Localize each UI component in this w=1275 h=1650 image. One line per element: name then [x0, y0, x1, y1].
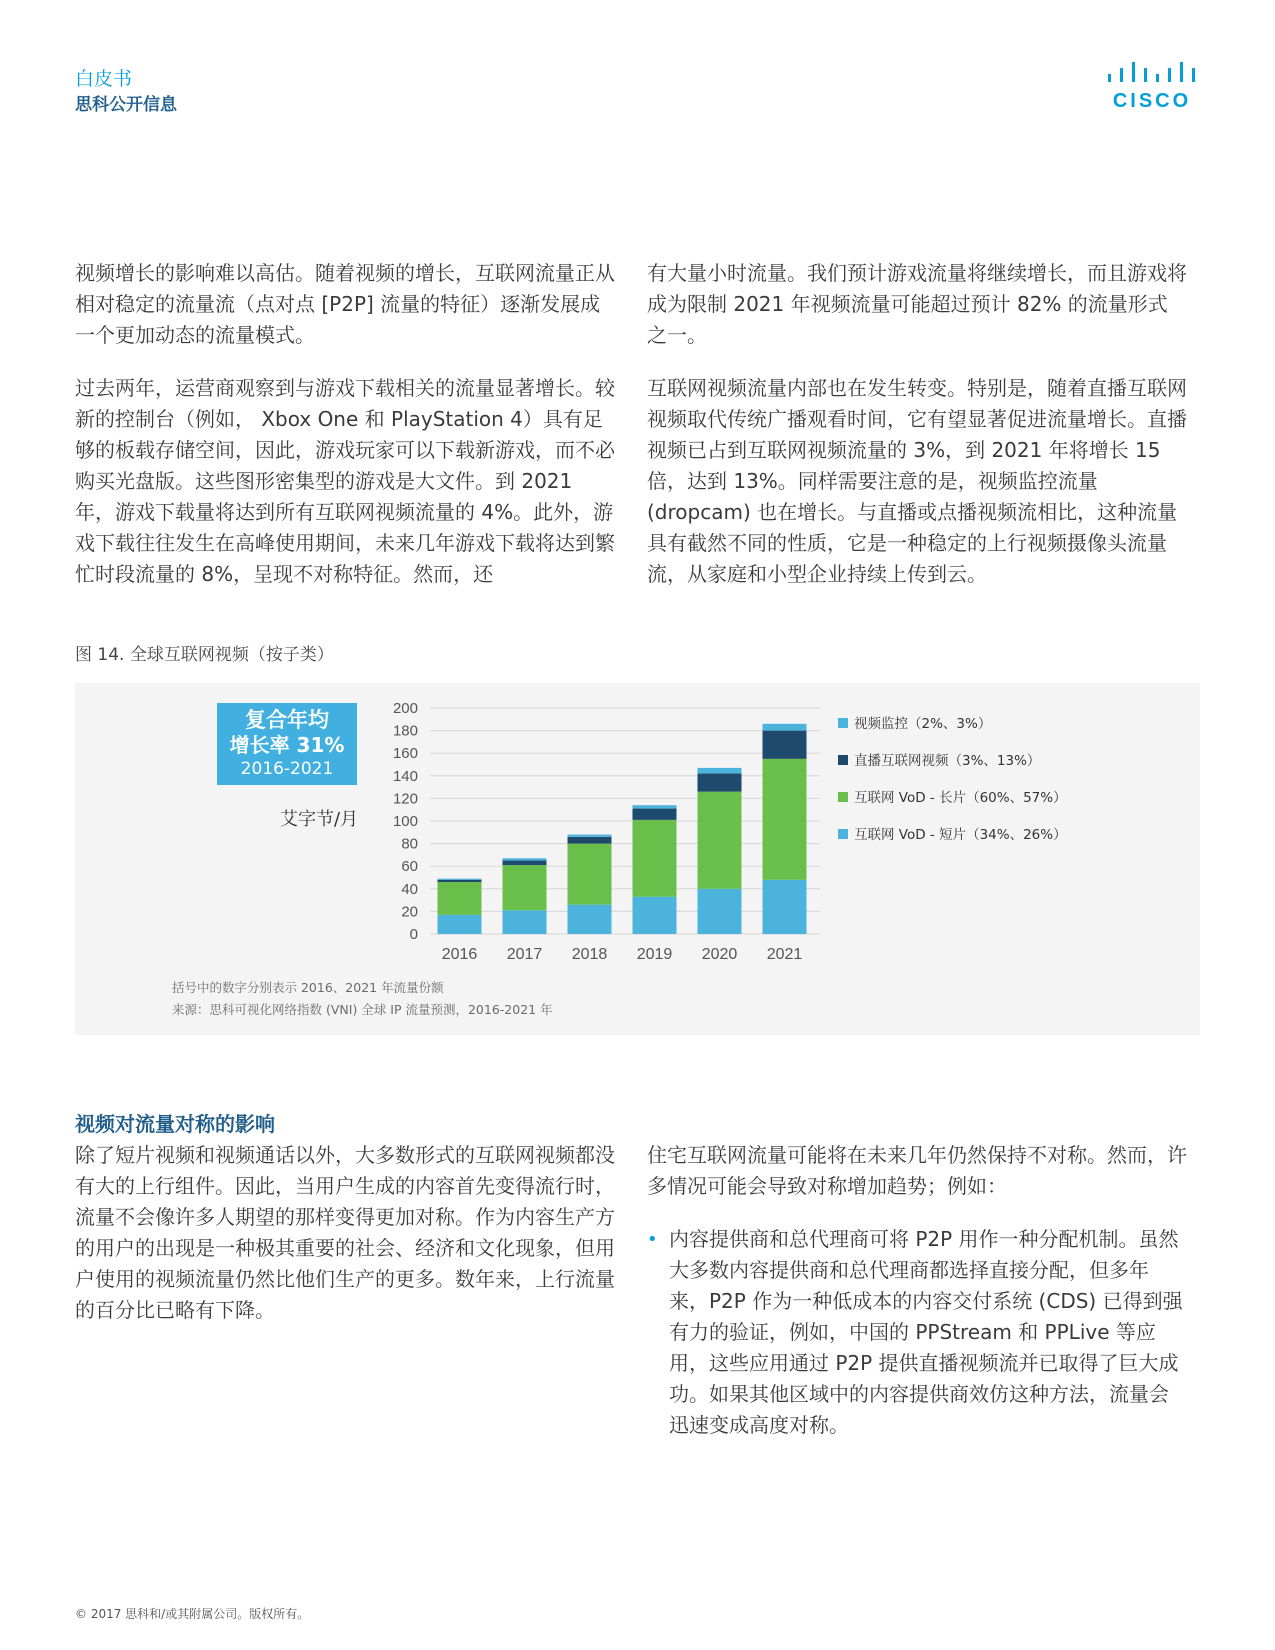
bar-segment — [763, 880, 807, 934]
x-tick-label: 2019 — [636, 946, 673, 963]
paragraph: 除了短片视频和视频通话以外，大多数形式的互联网视频都没有大的上行组件。因此，当用户生成的内容首先变得流行时，流量不会像许多人期望的那样变得更加对称。作为内容生产方的用户的出现是一种极其重要的社会、经济和文化现象，但用户使用的视频流量仍然比他们生产的更多。数年来，上行流量的百分比已略有下降。 — [75, 1143, 615, 1322]
y-tick-label: 0 — [409, 926, 418, 943]
bar-segment — [633, 820, 677, 897]
y-tick-label: 180 — [392, 722, 418, 740]
bar-segment — [633, 897, 677, 934]
bar-segment — [503, 858, 547, 860]
bar-segment — [503, 861, 547, 866]
bar-segment — [698, 774, 742, 792]
legend-label: 互联网 VoD - 短片（34%、26%） — [854, 827, 1067, 843]
legend-swatch — [838, 829, 848, 839]
bar-segment — [698, 889, 742, 934]
section-heading: 视频对流量对称的影响 — [75, 1112, 275, 1136]
y-tick-label: 80 — [401, 835, 418, 853]
bar-segment — [438, 882, 482, 915]
paragraph: 视频增长的影响难以高估。随着视频的增长，互联网流量正从相对稳定的流量流（点对点 [P2P] 流量的特征）逐渐发展成一个更加动态的流量模式。 — [75, 261, 615, 347]
figure-note: 括号中的数字分别表示 2016、2021 年流量份额 — [172, 980, 444, 995]
legend-label: 互联网 VoD - 长片（60%、57%） — [854, 790, 1067, 806]
y-tick-label: 120 — [392, 790, 418, 808]
bar-segment — [568, 837, 612, 844]
x-tick-label: 2017 — [506, 946, 543, 963]
bar-segment — [568, 905, 612, 934]
y-tick-label: 40 — [401, 880, 418, 898]
legend-swatch — [838, 792, 848, 802]
y-tick-label: 60 — [401, 858, 418, 876]
legend-label: 直播互联网视频（3%、13%） — [854, 753, 1041, 769]
bullet-item: • 内容提供商和总代理商可将 P2P 用作一种分配机制。虽然大多数内容提供商和总代理商都选择直接分配，但多年来，P2P 作为一种低成本的内容交付系统 (CDS) 已得到强有力的验证，例如，中国的 PPStream 和 PPLive 等应用，这些应用通过 P2P 提供直播视频流并已取得了巨大成功。如果其他区域中的内容提供商效仿这种方法，流量会迅速变成高度对称。 — [647, 1224, 1187, 1441]
y-tick-label: 160 — [392, 745, 418, 763]
cagr-line1: 复合年均 — [245, 708, 329, 732]
bar-segment — [763, 731, 807, 759]
cagr-line2: 增长率 31% — [229, 733, 345, 757]
bar-segment — [698, 792, 742, 889]
bar-segment — [763, 759, 807, 880]
y-tick-label: 20 — [401, 903, 418, 921]
bar-segment — [763, 724, 807, 731]
paragraph: 互联网视频流量内部也在发生转变。特别是，随着直播互联网视频取代传统广播观看时间，它有望显著促进流量增长。直播视频已占到互联网视频流量的 3%，到 2021 年将增长 15 倍，达到 13%。同样需要注意的是，视频监控流量 (dropcam) 也在增长。与直播或点播视频流相比，这种流量具有截然不同的性质，它是一种稳定的上行视频摄像头流量流，从家庭和小型企业持续上传到云。 — [647, 376, 1187, 586]
bar-segment — [438, 879, 482, 880]
paragraph: 过去两年，运营商观察到与游戏下载相关的流量显著增长。较新的控制台（例如， Xbox One 和 PlayStation 4）具有足够的板载存储空间，因此，游戏玩家可以下载新游戏，而不必购买光盘版。这些图形密集型的游戏是大文件。到 2021 年，游戏下载量将达到所有互联网视频流量的 4%。此外，游戏下载往往发生在高峰使用期间，未来几年游戏下载将达到繁忙时段流量的 8%，呈现不对称特征。然而，还 — [75, 376, 615, 586]
bar-segment — [568, 835, 612, 837]
section2-right-column — [647, 1140, 1187, 1441]
legend-label: 视频监控（2%、3%） — [854, 716, 992, 732]
figure-caption: 图 14. 全球互联网视频（按子类） — [75, 645, 334, 665]
classification-label: 思科公开信息 — [75, 95, 177, 115]
x-tick-label: 2016 — [441, 946, 478, 963]
bullet-list — [647, 1224, 1187, 1441]
x-tick-label: 2021 — [766, 946, 803, 963]
cisco-wordmark: CISCO — [1112, 90, 1192, 112]
section2-left-column — [75, 1140, 615, 1348]
y-tick-label: 140 — [392, 767, 418, 785]
copyright-footer: © 2017 思科和/或其附属公司。版权所有。 — [75, 1607, 310, 1621]
bar-segment — [698, 768, 742, 774]
bar-segment — [568, 844, 612, 905]
paragraph: 住宅互联网流量可能将在未来几年仍然保持不对称。然而，许多情况可能会导致对称增加趋势；例如： — [647, 1143, 1187, 1198]
x-tick-label: 2018 — [571, 946, 608, 963]
paragraph: 有大量小时流量。我们预计游戏流量将继续增长，而且游戏将成为限制 2021 年视频流量可能超过预计 82% 的流量形式之一。 — [647, 261, 1187, 347]
y-tick-label: 200 — [392, 700, 418, 717]
cagr-years: 2016-2021 — [240, 759, 334, 779]
x-tick-label: 2020 — [701, 946, 738, 963]
y-tick-label: 100 — [392, 813, 418, 830]
legend-swatch — [838, 718, 848, 728]
bar-segment — [633, 809, 677, 820]
bar-segment — [633, 805, 677, 808]
figure-source: 来源：思科可视化网络指数 (VNI) 全球 IP 流量预测，2016-2021 年 — [172, 1002, 553, 1017]
bar-segment — [503, 865, 547, 910]
bar-segment — [438, 880, 482, 882]
document-type-label: 白皮书 — [75, 68, 133, 90]
legend-swatch — [838, 755, 848, 765]
bar-segment — [503, 910, 547, 934]
bar-segment — [438, 915, 482, 934]
y-axis-unit: 艾字节/月 — [280, 809, 359, 830]
